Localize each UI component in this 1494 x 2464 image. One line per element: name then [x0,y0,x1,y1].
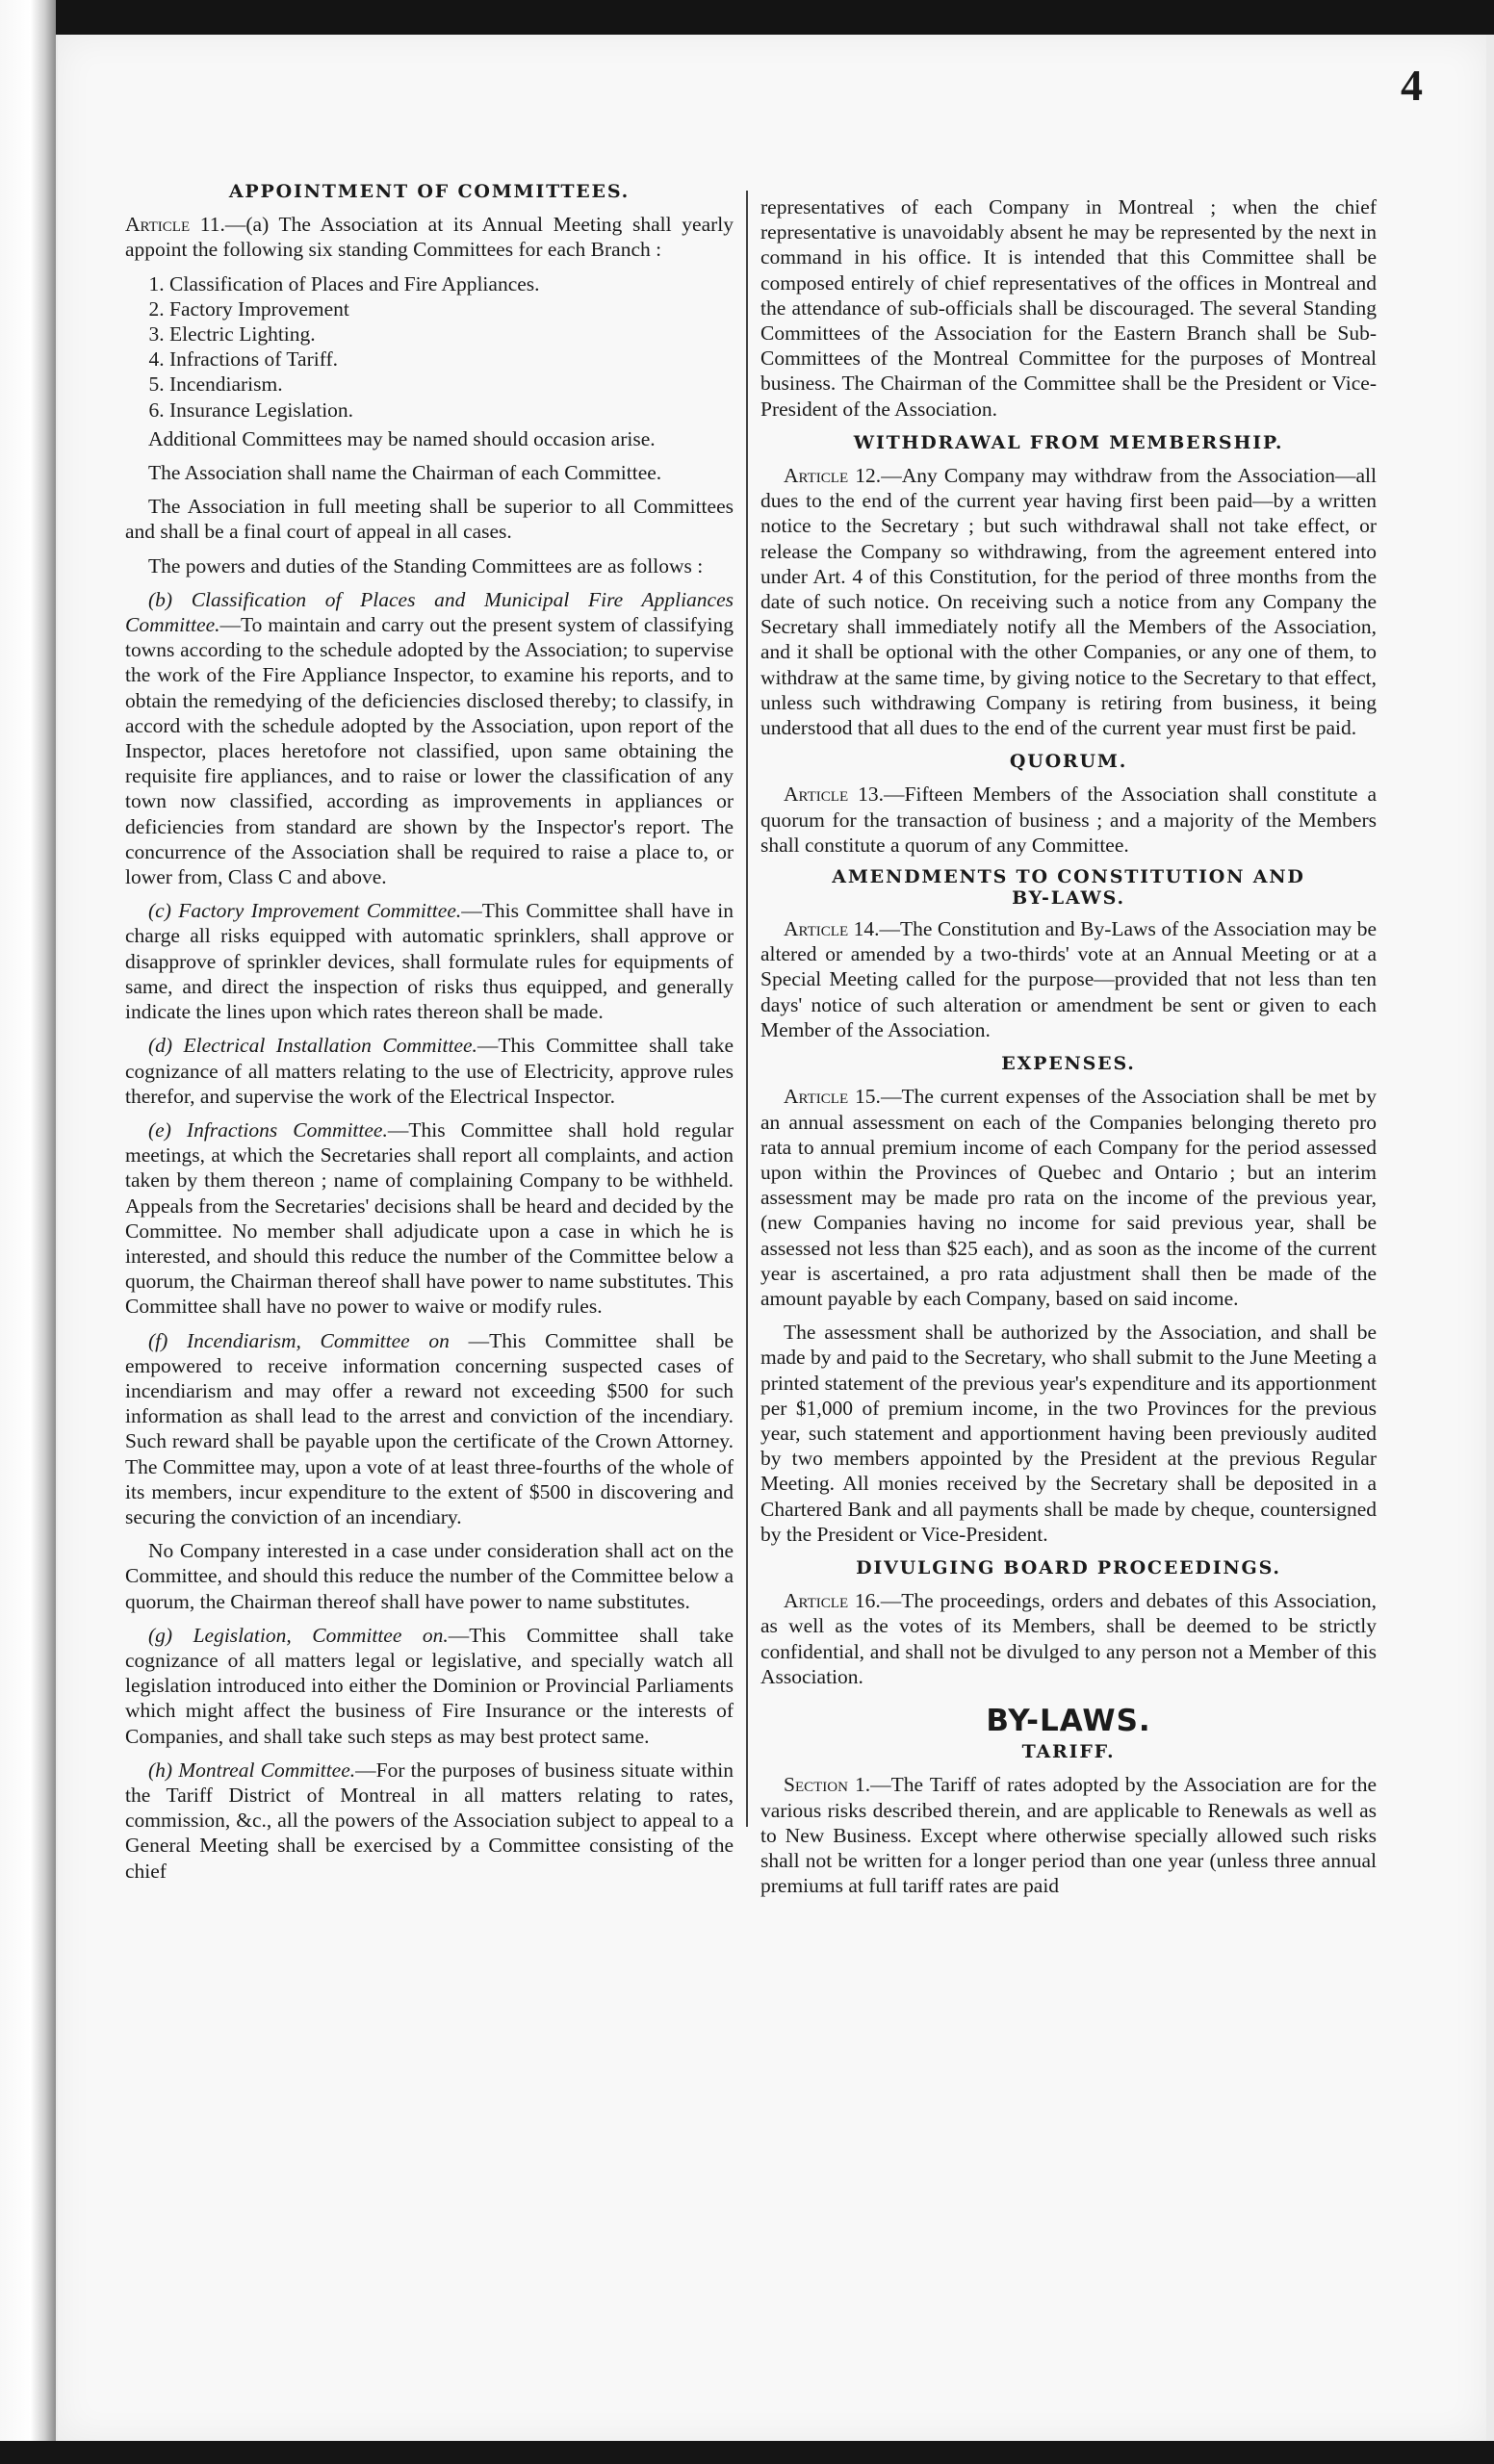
clause-text: —To maintain and carry out the present system of classifying towns according to the schedule adopted by the Association; to supervise the work of the Fire Appliance Inspector, to examine his reports, and to obtain the remedying of the deficiencies disclosed thereby; to classify, in accord with the schedule adopted by the Association, upon report of the Inspector, places heretofore not classified, upon same obtaining the requisite fire appliances, and to raise or lower the classification of any town now classified, according as improvements in appliances or deficiencies from standard are shown by the Inspector's report. The concurrence of the Association shall be required to raise a place to, or lower from, Class C and above. [125,613,734,889]
clause-text: —This Committee shall take cognizance of all matters relating to the use of Electricity, approve rules therefor, and supervise the work of the Electrical Inspector. [125,1034,734,1108]
scan-bottom-border [0,2441,1494,2464]
heading-tariff: TARIFF. [1021,1741,1116,1763]
article-label: Article 12. [784,464,882,488]
clause-h [125,1758,734,1884]
clause-heading: (f) Incendiarism, Committee on [148,1328,450,1352]
article-12 [760,463,1377,740]
clause-text: —For the purposes of business situate within the Tariff District of Montreal in all matters relating to rates, commission, &c., all the powers of the Association subject to appeal to a General Meeting shall be exercised by a Committee consisting of the chief [125,1758,734,1883]
clause-heading: (g) Legislation, Committee on. [148,1623,449,1647]
heading-bylaws: BY-LAWS. [986,1703,1151,1738]
list-item: 2. Factory Improvement [169,296,734,321]
article-text: —(a) The Association at its Annual Meeting shall yearly appoint the following six standing Committees for each Branch : [125,213,734,262]
clause-b [125,587,734,889]
clause-c [125,898,734,1024]
article-14 [760,916,1377,1042]
list-item: 3. Electric Lighting. [169,321,734,346]
clause-text: —This Committee shall have in charge all risks equipped with automatic sprinklers, shall approve or disapprove of sprinkler devices, shall formulate rules for equipments of same, and direct the inspection of risks thus equipped, and generally indicate the lines upon which rates thereon shall be made. [125,899,734,1024]
section-1 [760,1772,1377,1898]
page-number: 4 [1401,61,1423,110]
clause-e [125,1117,734,1320]
heading-divulging: DIVULGING BOARD PROCEEDINGS. [856,1556,1281,1578]
list-item: 5. Incendiarism. [169,372,734,397]
paragraph: No Company interested in a case under consideration shall act on the Committee, and should this reduce the number of the Committee below a quorum, the Chairman thereof shall have power to name substitutes. [125,1539,734,1613]
article-text: —Fifteen Members of the Association shall constitute a quorum for the transaction of business ; and a majority of the Members shall constitute a quorum of any Committee. [760,783,1377,857]
paragraph: Additional Committees may be named should occasion arise. [148,426,656,450]
clause-text: —This Committee shall take cognizance of all matters legal or legislative, and specially watch all legislation introduced into either the Dominion or Provincial Parliaments which might affect the business of Fire Insurance or the interests of Companies, and shall take such steps as may best protect same. [125,1623,734,1748]
article-13 [760,782,1377,858]
clause-text: —This Committee shall hold regular meetings, at which the Secretaries shall report all complaints, and action taken by them thereon ; name of complaining Company to be withheld. Appeals from the Secretaries' decisions shall be heard and decided by the Committee. No member shall adjudicate upon a case in which he is interested, and should this reduce the number of the Committee below a quorum, the Chairman thereof shall have power to name substitutes. This Committee shall have no power to waive or modify rules. [125,1117,734,1319]
section-label: Section 1. [784,1773,871,1797]
heading-quorum: QUORUM. [1009,751,1128,773]
article-15 [760,1084,1377,1311]
paragraph: The assessment shall be authorized by the Association, and shall be made by and paid to the Secretary, who shall submit to the June Meeting a printed statement of the previous year's expenditure and its apportionment per $1,000 of premium income, in the two Provinces for the previous year, such statement and apportionment having been previously audited by two members appointed by the President at the previous Regular Meeting. All monies received by the Secretary shall be deposited in a Chartered Bank and all payments shall be made by cheque, countersigned by the President or Vice-President. [760,1321,1377,1546]
left-column [125,175,734,1892]
article-text: —The Constitution and By-Laws of the Association may be altered or amended by a two-thirds' vote at an Annual Meeting or at a Special Meeting called for the purpose—provided that not less than ten days' notice of such alteration or amendment be sent or given to each Member of the Association. [760,917,1377,1041]
section-text: —The Tariff of rates adopted by the Association are for the various risks described therein, and are applicable to Renewals as well as to New Business. Except where otherwise specially allowed such risks shall not be written for a longer period than one year (unless three annual premiums at full tariff rates are paid [760,1773,1377,1898]
article-text: —The current expenses of the Association shall be met by an annual assessment on each of the Companies belonging thereto pro rata to annual premium income of each Company for the period assessed upon within the Provinces of Quebec and Ontario ; but an interim assessment may be made pro rata on the income of the previous year, (new Companies having no income for said previous year, shall be assessed not less than $25 each), and as soon as the income of the current year is ascertained, a pro rata adjustment shall then be made of the amount payable by each Company, based on said income. [760,1085,1377,1310]
list-item: 6. Insurance Legislation. [169,398,734,423]
clause-heading: (h) Montreal Committee. [148,1758,356,1782]
clause-text: —This Committee shall be empowered to receive information concerning suspected cases of incendiarism and may offer a reward not exceeding $500 for such information as shall lead to the arrest and conviction of the incendiary. Such reward shall be payable upon the certificate of the Crown Attorney. The Committee may, upon a vote of at least three-fourths of the whole of its members, incur expenditure to the extent of $500 in discovering and securing the conviction of an incendiary. [125,1328,734,1528]
heading-line: BY-LAWS. [1012,887,1125,910]
clause-heading: (d) Electrical Installation Committee. [148,1034,477,1058]
article-label: Article 14. [784,917,880,941]
clause-heading: (e) Infractions Committee. [148,1117,388,1142]
list-item: 4. Infractions of Tariff. [169,346,734,372]
clause-d [125,1033,734,1109]
committee-list [146,271,734,423]
article-text: —The proceedings, orders and debates of this Association, as well as the votes of its Members, shall be deemed to be strictly confidential, and shall not be divulged to any person not a Member of this Association. [760,1589,1377,1688]
scan-top-border [0,0,1494,35]
clause-heading: (b) Classification of Places and Municipal Fire Appliances Committee. [125,587,734,637]
article-text: —Any Company may withdraw from the Association—all dues to the end of the current year having first been paid—by a written notice to the Secretary ; but such withdrawal shall not take effect, or release the Company so withdrawing, from the agreement entered into under Art. 4 of this Constitution, for the period of three months from the date of such notice. On receiving such a notice from any Company the Secretary shall immediately notify all the Members of the Association, and it shall be optional with the other Companies, or any one of them, to withdraw at the same time, by giving notice to the Secretary to that effect, unless such withdrawing Company is retiring from business, it being understood that all dues to the end of the current year must first be paid. [760,464,1378,740]
heading-expenses: EXPENSES. [1001,1053,1136,1075]
paragraph: The Association shall name the Chairman of each Committee. [148,461,662,485]
book-spine-edge [0,0,56,2464]
article-label: Article 13. [784,783,885,807]
article-label: Article 16. [784,1589,881,1613]
article-label: Article 11. [125,213,225,237]
article-label: Article 15. [784,1085,881,1109]
heading-withdrawal: WITHDRAWAL FROM MEMBERSHIP. [853,431,1284,453]
column-divider [746,191,748,1827]
clause-heading: (c) Factory Improvement Committee. [148,899,462,923]
right-column [760,194,1377,1907]
heading-appointment-of-committees: APPOINTMENT OF COMMITTEES. [228,181,631,202]
article-16 [760,1588,1377,1689]
heading-amendments [760,866,1377,909]
list-item: 1. Classification of Places and Fire Appliances. [169,271,734,296]
heading-line: AMENDMENTS TO CONSTITUTION AND [832,866,1305,888]
article-11 [125,212,734,262]
paragraph: The Association in full meeting shall be superior to all Committees and shall be a final court of appeal in all cases. [125,495,734,544]
clause-f [125,1328,734,1530]
paragraph: representatives of each Company in Montreal ; when the chief representative is unavoidably absent he may be represented by the next in command in his office. It is intended that this Committee shall be composed entirely of chief representatives of the offices in Montreal and the attendance of sub-officials shall be discouraged. The several Standing Committees of the Association for the Eastern Branch shall be Sub-Committees of the Montreal Committee for the purposes of Montreal business. The Chairman of the Committee shall be the President or Vice-President of the Association. [760,195,1377,421]
clause-g [125,1623,734,1749]
paragraph: The powers and duties of the Standing Committees are as follows : [148,553,704,578]
